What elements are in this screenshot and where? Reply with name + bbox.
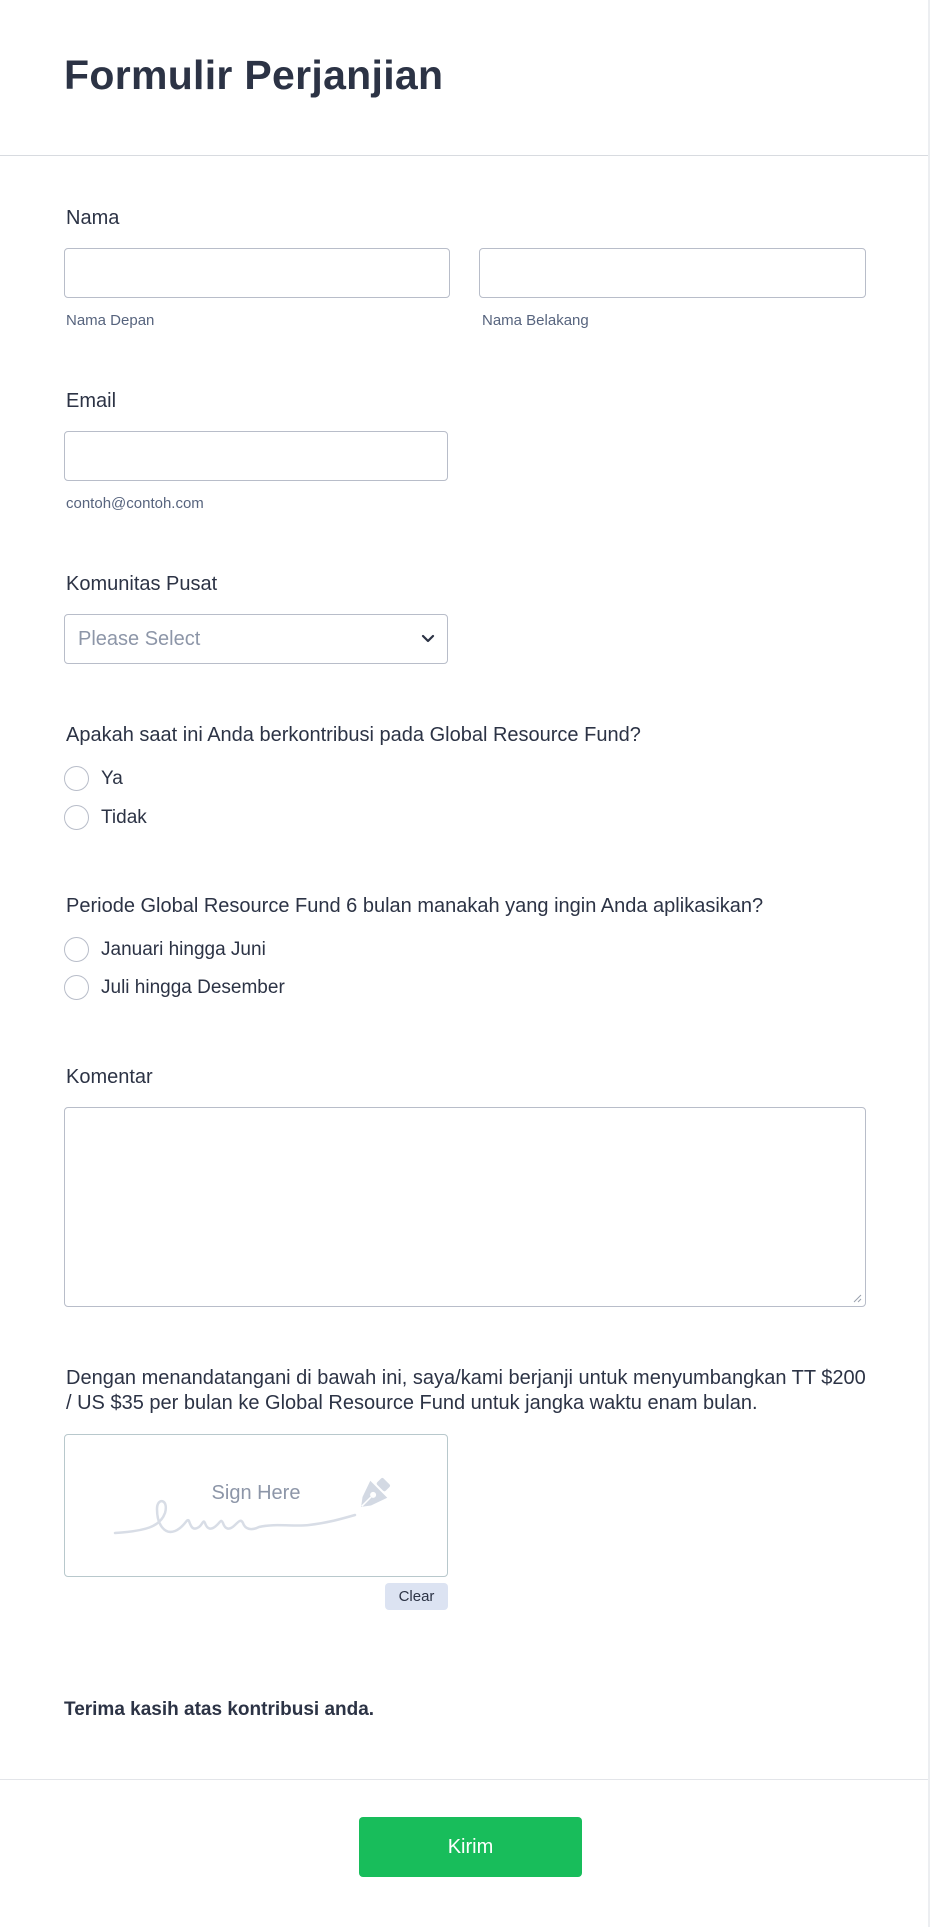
period-question-label: Periode Global Resource Fund 6 bulan manakah yang ingin Anda aplikasikan? <box>66 895 764 917</box>
name-label: Nama <box>66 207 120 229</box>
email-input[interactable] <box>64 431 448 481</box>
comment-label: Komentar <box>66 1066 153 1088</box>
form-title: Formulir Perjanjian <box>64 52 444 98</box>
community-select-placeholder: Please Select <box>78 628 201 650</box>
last-name-sublabel: Nama Belakang <box>482 312 589 329</box>
radio-circle[interactable] <box>64 766 89 791</box>
radio-label: Juli hingga Desember <box>101 977 285 998</box>
radio-circle[interactable] <box>64 805 89 830</box>
email-label: Email <box>66 390 117 412</box>
pen-nib-icon <box>65 1435 449 1578</box>
radio-label: Tidak <box>101 807 147 828</box>
form-header <box>0 0 928 156</box>
submit-button[interactable]: Kirim <box>359 1817 582 1877</box>
contribute-question-label: Apakah saat ini Anda berkontribusi pada Global Resource Fund? <box>66 724 641 746</box>
clear-signature-button[interactable]: Clear <box>385 1583 448 1610</box>
chevron-down-icon <box>419 629 437 647</box>
last-name-input[interactable] <box>479 248 866 298</box>
signature-placeholder: Sign Here <box>211 1482 301 1504</box>
resize-grip-icon[interactable] <box>852 1293 862 1303</box>
signature-pad[interactable] <box>64 1434 448 1577</box>
community-select[interactable] <box>64 614 448 664</box>
thank-you-text: Terima kasih atas kontribusi anda. <box>64 1699 375 1720</box>
first-name-input[interactable] <box>64 248 450 298</box>
radio-label: Januari hingga Juni <box>101 939 266 960</box>
radio-label: Ya <box>101 768 123 789</box>
radio-circle[interactable] <box>64 937 89 962</box>
community-label: Komunitas Pusat <box>66 573 218 595</box>
comment-textarea[interactable] <box>64 1107 866 1307</box>
email-sublabel: contoh@contoh.com <box>66 495 204 512</box>
radio-circle[interactable] <box>64 975 89 1000</box>
signature-pledge-label: Dengan menandatangani di bawah ini, saya/kami berjanji untuk menyumbangkan TT $200 / US $35 per bulan ke Global Resource Fund untuk jangka waktu enam bulan. <box>66 1367 866 1414</box>
first-name-sublabel: Nama Depan <box>66 312 155 329</box>
